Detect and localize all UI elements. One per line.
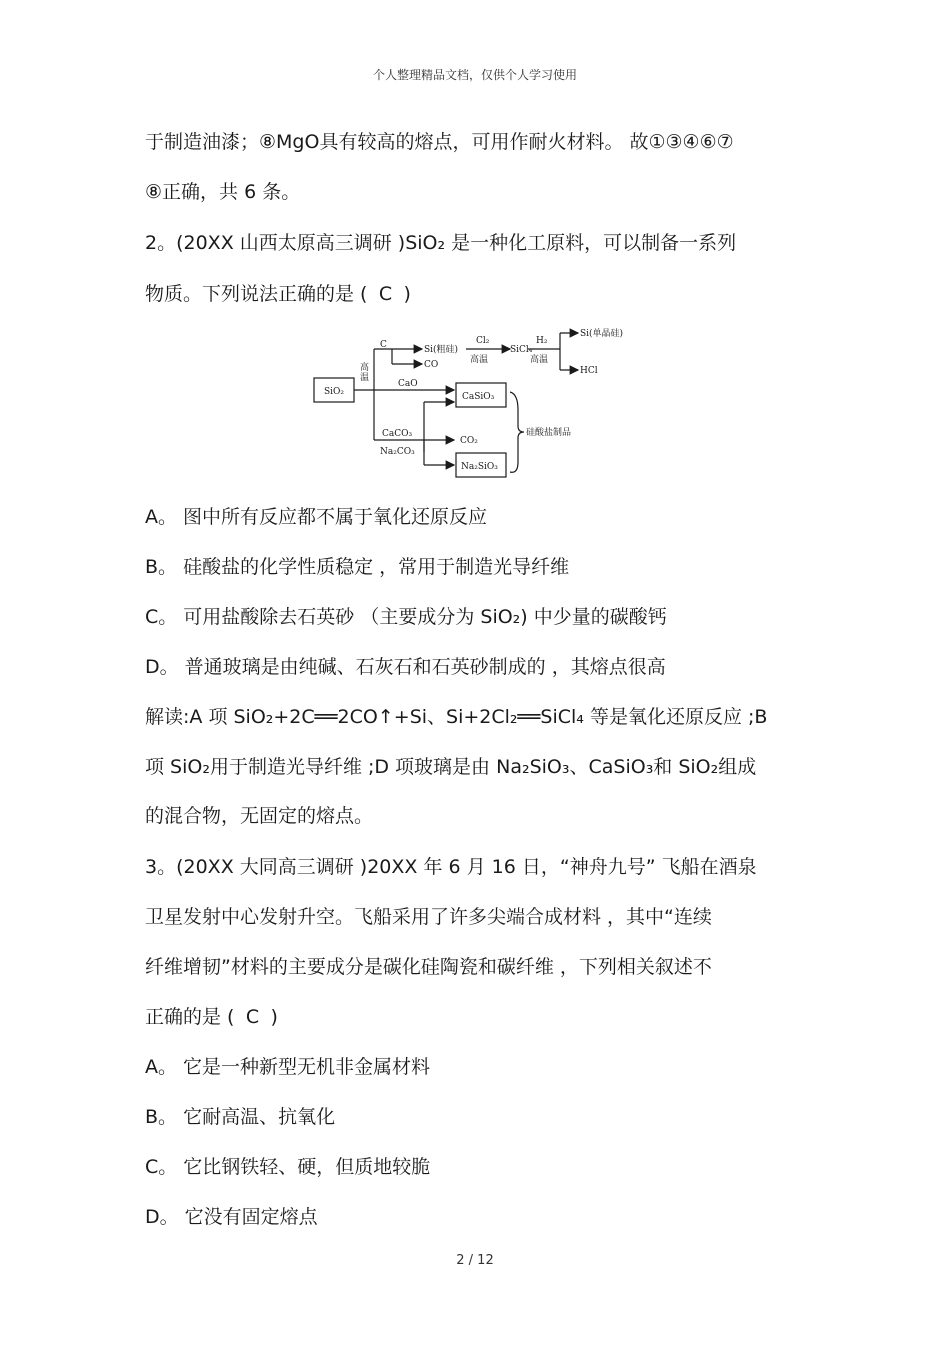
q3-number: 3。 — [145, 856, 177, 878]
intro-line-1: 于制造油漆；⑧MgO具有较高的熔点，可用作耐火材料。 故①③④⑥⑦ — [145, 131, 734, 153]
intro-line-2: ⑧正确，共 6 条。 — [145, 181, 301, 203]
silicon-reaction-diagram — [300, 322, 640, 480]
q2-stem-text: (20XX 山西太原高三调研 )SiO₂ 是一种化工原料，可以制备一系列 — [176, 232, 737, 254]
q2-analysis-line-2: 项 SiO₂用于制造光导纤维 ;D 项玻璃是由 Na₂SiO₃、CaSiO₃和 SiO₂组成 — [145, 756, 757, 778]
q2-stem-line-2: 物质。下列说法正确的是 ( C ) — [145, 283, 411, 305]
q3-option-b: B。 它耐高温、抗氧化 — [145, 1106, 336, 1128]
label-gaowen-cl2: 高温 — [470, 355, 489, 365]
label-c: C — [380, 340, 387, 350]
q3-stem-line-4: 正确的是 ( C ) — [145, 1006, 278, 1028]
q2-analysis-line-1: 解读:A 项 SiO₂+2C══2CO↑+Si、Si+2Cl₂══SiCl₄ 等是氧化还原反应 ;B — [145, 706, 768, 728]
q3-option-d: D。 它没有固定熔点 — [145, 1206, 318, 1228]
q2-option-b: B。 硅酸盐的化学性质稳定 ，常用于制造光导纤维 — [145, 556, 570, 578]
label-h2: H₂ — [536, 336, 548, 346]
q3-option-a: A。 它是一种新型无机非金属材料 — [145, 1056, 431, 1078]
label-gaowen-1: 高 — [360, 363, 370, 373]
label-caco3: CaCO₃ — [382, 429, 413, 439]
q2-answer: C — [378, 283, 393, 305]
label-co2: CO₂ — [460, 436, 478, 446]
q3-option-c: C。 它比钢铁轻、硬，但质地较脆 — [145, 1156, 431, 1178]
q3-stem-line-1 — [145, 855, 757, 879]
label-si-dan: Si(单晶硅) — [580, 329, 624, 339]
label-gaowen-2: 温 — [360, 373, 370, 383]
q3-stem-line-3: 纤维增韧”材料的主要成分是碳化硅陶瓷和碳纤维 ，下列相关叙述不 — [145, 956, 712, 978]
label-na2co3: Na₂CO₃ — [380, 447, 415, 457]
label-sicl4: SiCl₄ — [510, 345, 533, 355]
q3-answer: C — [245, 1006, 260, 1028]
page-header: 个人整理精品文档，仅供个人学习使用 — [372, 68, 577, 82]
q3-stem-line-2: 卫星发射中心发射升空。飞船采用了许多尖端合成材料 ，其中“连续 — [145, 906, 712, 928]
q3-stem-text-4: 正确的是 — [145, 1006, 222, 1028]
label-gaowen-h2: 高温 — [530, 355, 549, 365]
q2-option-c: C。 可用盐酸除去石英砂 （主要成分为 SiO₂) 中少量的碳酸钙 — [145, 606, 667, 628]
label-casio3: CaSiO₃ — [462, 392, 495, 402]
page-number: 2 / 12 — [456, 1253, 494, 1268]
q2-option-d: D。 普通玻璃是由纯碱、石灰石和石英砂制成的 ，其熔点很高 — [145, 656, 666, 678]
label-hcl: HCl — [580, 366, 598, 376]
label-cao: CaO — [398, 379, 418, 389]
q3-stem-text: (20XX 大同高三调研 )20XX 年 6 月 16 日，“神舟九号” 飞船在酒泉 — [176, 856, 757, 878]
label-cl2: Cl₂ — [476, 336, 490, 346]
label-gui-products: 硅酸盐制品 — [526, 428, 572, 438]
label-na2sio3: Na₂SiO₃ — [461, 462, 498, 472]
q2-stem-text-2: 物质。下列说法正确的是 — [145, 283, 355, 305]
q2-stem-line-1 — [145, 231, 736, 255]
q2-option-a: A。 图中所有反应都不属于氧化还原反应 — [145, 506, 488, 528]
label-co: CO — [424, 360, 439, 370]
label-si-cu: Si(粗硅) — [424, 345, 459, 355]
q2-analysis-line-3: 的混合物，无固定的熔点。 — [145, 805, 374, 827]
q2-number: 2。 — [145, 232, 177, 254]
label-sio2: SiO₂ — [324, 387, 345, 397]
